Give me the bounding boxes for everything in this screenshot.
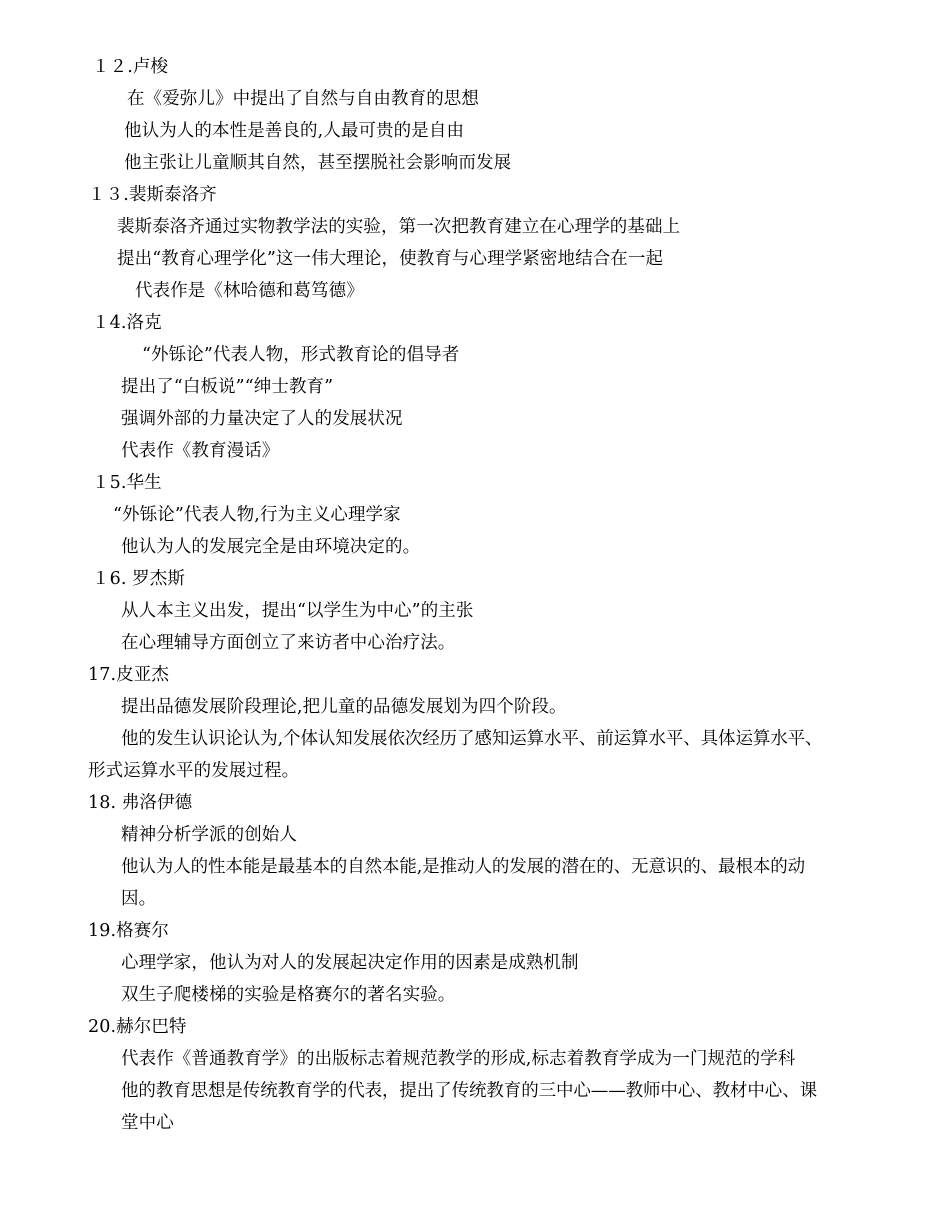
section-heading: １6. 罗杰斯 (92, 569, 185, 589)
section-line: 在心理辅导方面创立了来访者中心治疗法。 (121, 633, 456, 653)
section-line: 他认为人的本性是善良的,人最可贵的是自由 (124, 121, 465, 141)
section-line: “外铄论”代表人物,行为主义心理学家 (113, 505, 401, 525)
section-line: 精神分析学派的创始人 (121, 825, 297, 845)
section-heading: 17.皮亚杰 (88, 665, 169, 685)
section-heading: 20.赫尔巴特 (88, 1017, 187, 1037)
section-line: 形式运算水平的发展过程。 (88, 761, 300, 781)
section-line: 提出了“白板说”“绅士教育” (121, 377, 334, 397)
section-line: 强调外部的力量决定了人的发展状况 (121, 409, 403, 429)
section-heading: 18. 弗洛伊德 (88, 793, 193, 813)
section-line: 心理学家，他认为对人的发展起决定作用的因素是成熟机制 (121, 953, 579, 973)
section-line: 代表作《教育漫话》 (121, 441, 280, 461)
section-heading: １３.裴斯泰洛齐 (88, 185, 217, 205)
section-line: 裴斯泰洛齐通过实物教学法的实验，第一次把教育建立在心理学的基础上 (117, 217, 681, 237)
section-line: 代表作是《林哈德和葛笃德》 (135, 281, 364, 301)
section-line: 提出“教育心理学化”这一伟大理论，使教育与心理学紧密地结合在一起 (117, 249, 664, 269)
section-line: 他的教育思想是传统教育学的代表，提出了传统教育的三中心——教师中心、教材中心、课 (121, 1081, 817, 1101)
section-heading: 19.格赛尔 (88, 921, 169, 941)
section-line: 代表作《普通教育学》的出版标志着规范教学的形成,标志着教育学成为一门规范的学科 (121, 1049, 796, 1069)
section-heading: １２.卢梭 (92, 57, 169, 77)
section-line: 提出品德发展阶段理论,把儿童的品德发展划为四个阶段。 (121, 697, 567, 717)
section-line: 堂中心 (121, 1113, 174, 1133)
section-line: 他认为人的发展完全是由环境决定的。 (121, 537, 421, 557)
section-line: 他认为人的性本能是最基本的自然本能,是推动人的发展的潜在的、无意识的、最根本的动 (121, 857, 806, 877)
section-line: 双生子爬楼梯的实验是格赛尔的著名实验。 (121, 985, 456, 1005)
section-line: 他的发生认识论认为,个体认知发展依次经历了感知运算水平、前运算水平、具体运算水平、 (121, 729, 823, 749)
section-line: 他主张让儿童顺其自然，甚至摆脱社会影响而发展 (124, 153, 512, 173)
section-line: 因。 (121, 889, 157, 909)
section-line: “外铄论”代表人物，形式教育论的倡导者 (142, 345, 460, 365)
section-heading: １5.华生 (92, 473, 162, 493)
section-line: 从人本主义出发，提出“以学生为中心”的主张 (121, 601, 474, 621)
section-line: 在《爱弥儿》中提出了自然与自由教育的思想 (127, 89, 479, 109)
section-heading: １4.洛克 (92, 313, 162, 333)
